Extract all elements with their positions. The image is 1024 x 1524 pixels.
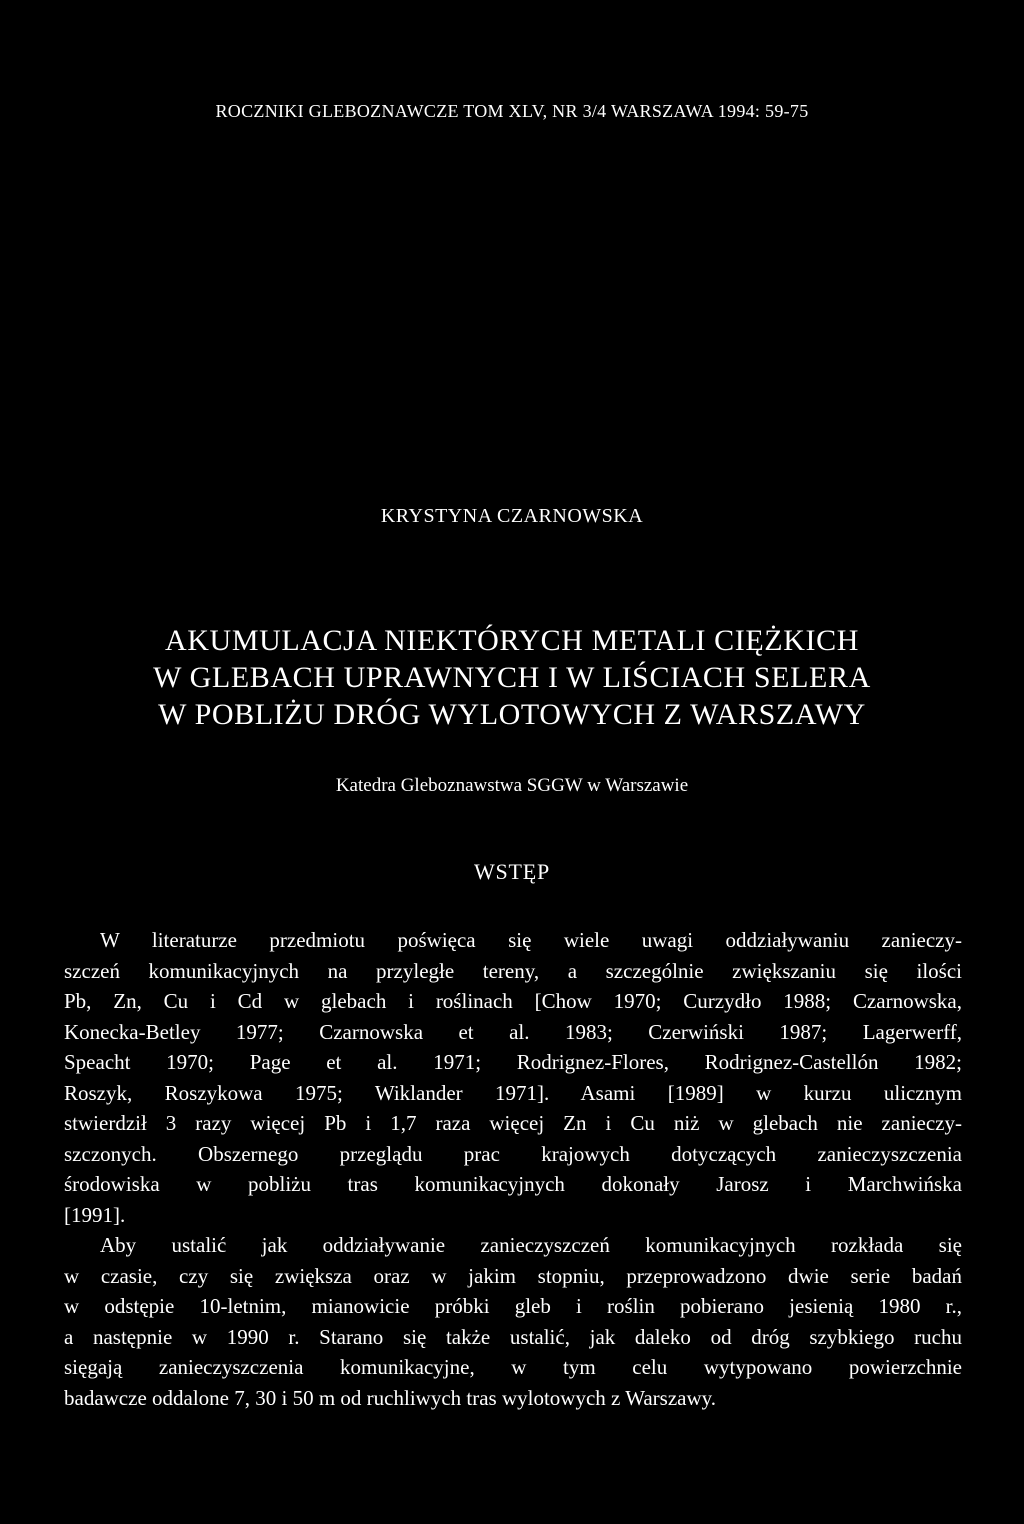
title-line: W POBLIŻU DRÓG WYLOTOWYCH Z WARSZAWY bbox=[158, 698, 866, 731]
text-line: [1991]. bbox=[64, 1202, 126, 1227]
paragraph bbox=[64, 1230, 962, 1413]
text-line: W literaturze przedmiotu poświęca się wiele uwagi oddziaływaniu zanieczy- bbox=[100, 928, 962, 952]
text-line: w czasie, czy się zwiększa oraz w jakim stopniu, przeprowadzono dwie serie badań bbox=[64, 1263, 962, 1288]
text-line: stwierdził 3 razy więcej Pb i 1,7 raza więcej Zn i Cu niż w glebach nie zanieczy- bbox=[64, 1111, 962, 1135]
title-line: AKUMULACJA NIEKTÓRYCH METALI CIĘŻKICH bbox=[165, 624, 859, 657]
text-line: Speacht 1970; Page et al. 1971; Rodrignez-Flores, Rodrignez-Castellón 1982; bbox=[64, 1050, 962, 1074]
text-line: Aby ustalić jak oddziaływanie zanieczyszczeń komunikacyjnych rozkłada się bbox=[100, 1233, 962, 1257]
text-line: sięgają zanieczyszczenia komunikacyjne, w tym celu wytypowano powierzchnie bbox=[64, 1355, 962, 1379]
text-line: badawcze oddalone 7, 30 i 50 m od ruchliwych tras wylotowych z Warszawy. bbox=[64, 1385, 717, 1410]
text-line: w odstępie 10-letnim, mianowicie próbki gleb i roślin pobierano jesienią 1980 r., bbox=[64, 1294, 962, 1318]
text-line: Konecka-Betley 1977; Czarnowska et al. 1983; Czerwiński 1987; Lagerwerff, bbox=[64, 1019, 962, 1044]
running-header: ROCZNIKI GLEBOZNAWCZE TOM XLV, NR 3/4 WARSZAWA 1994: 59-75 bbox=[215, 101, 809, 121]
text-line: Pb, Zn, Cu i Cd w glebach i roślinach [Chow 1970; Curzydło 1988; Czarnowska, bbox=[64, 989, 962, 1013]
affiliation: Katedra Gleboznawstwa SGGW w Warszawie bbox=[335, 775, 689, 796]
article-title bbox=[0, 622, 1024, 733]
text-line: szczonych. Obszernego przeglądu prac krajowych dotyczących zanieczyszczenia bbox=[64, 1141, 962, 1166]
body-text bbox=[64, 925, 962, 1413]
text-line: środowiska w pobliżu tras komunikacyjnych dokonały Jarosz i Marchwińska bbox=[64, 1172, 962, 1196]
text-line: a następnie w 1990 r. Starano się także ustalić, jak daleko od dróg szybkiego ruchu bbox=[64, 1324, 962, 1349]
section-heading: WSTĘP bbox=[473, 859, 551, 884]
text-line: Roszyk, Roszykowa 1975; Wiklander 1971]. Asami [1989] w kurzu ulicznym bbox=[64, 1080, 962, 1105]
paragraph bbox=[64, 925, 962, 1230]
text-line: szczeń komunikacyjnych na przyległe tereny, a szczególnie zwiększaniu się ilości bbox=[64, 958, 962, 983]
title-line: W GLEBACH UPRAWNYCH I W LIŚCIACH SELERA bbox=[153, 661, 871, 694]
author-name: KRYSTYNA CZARNOWSKA bbox=[380, 505, 644, 527]
